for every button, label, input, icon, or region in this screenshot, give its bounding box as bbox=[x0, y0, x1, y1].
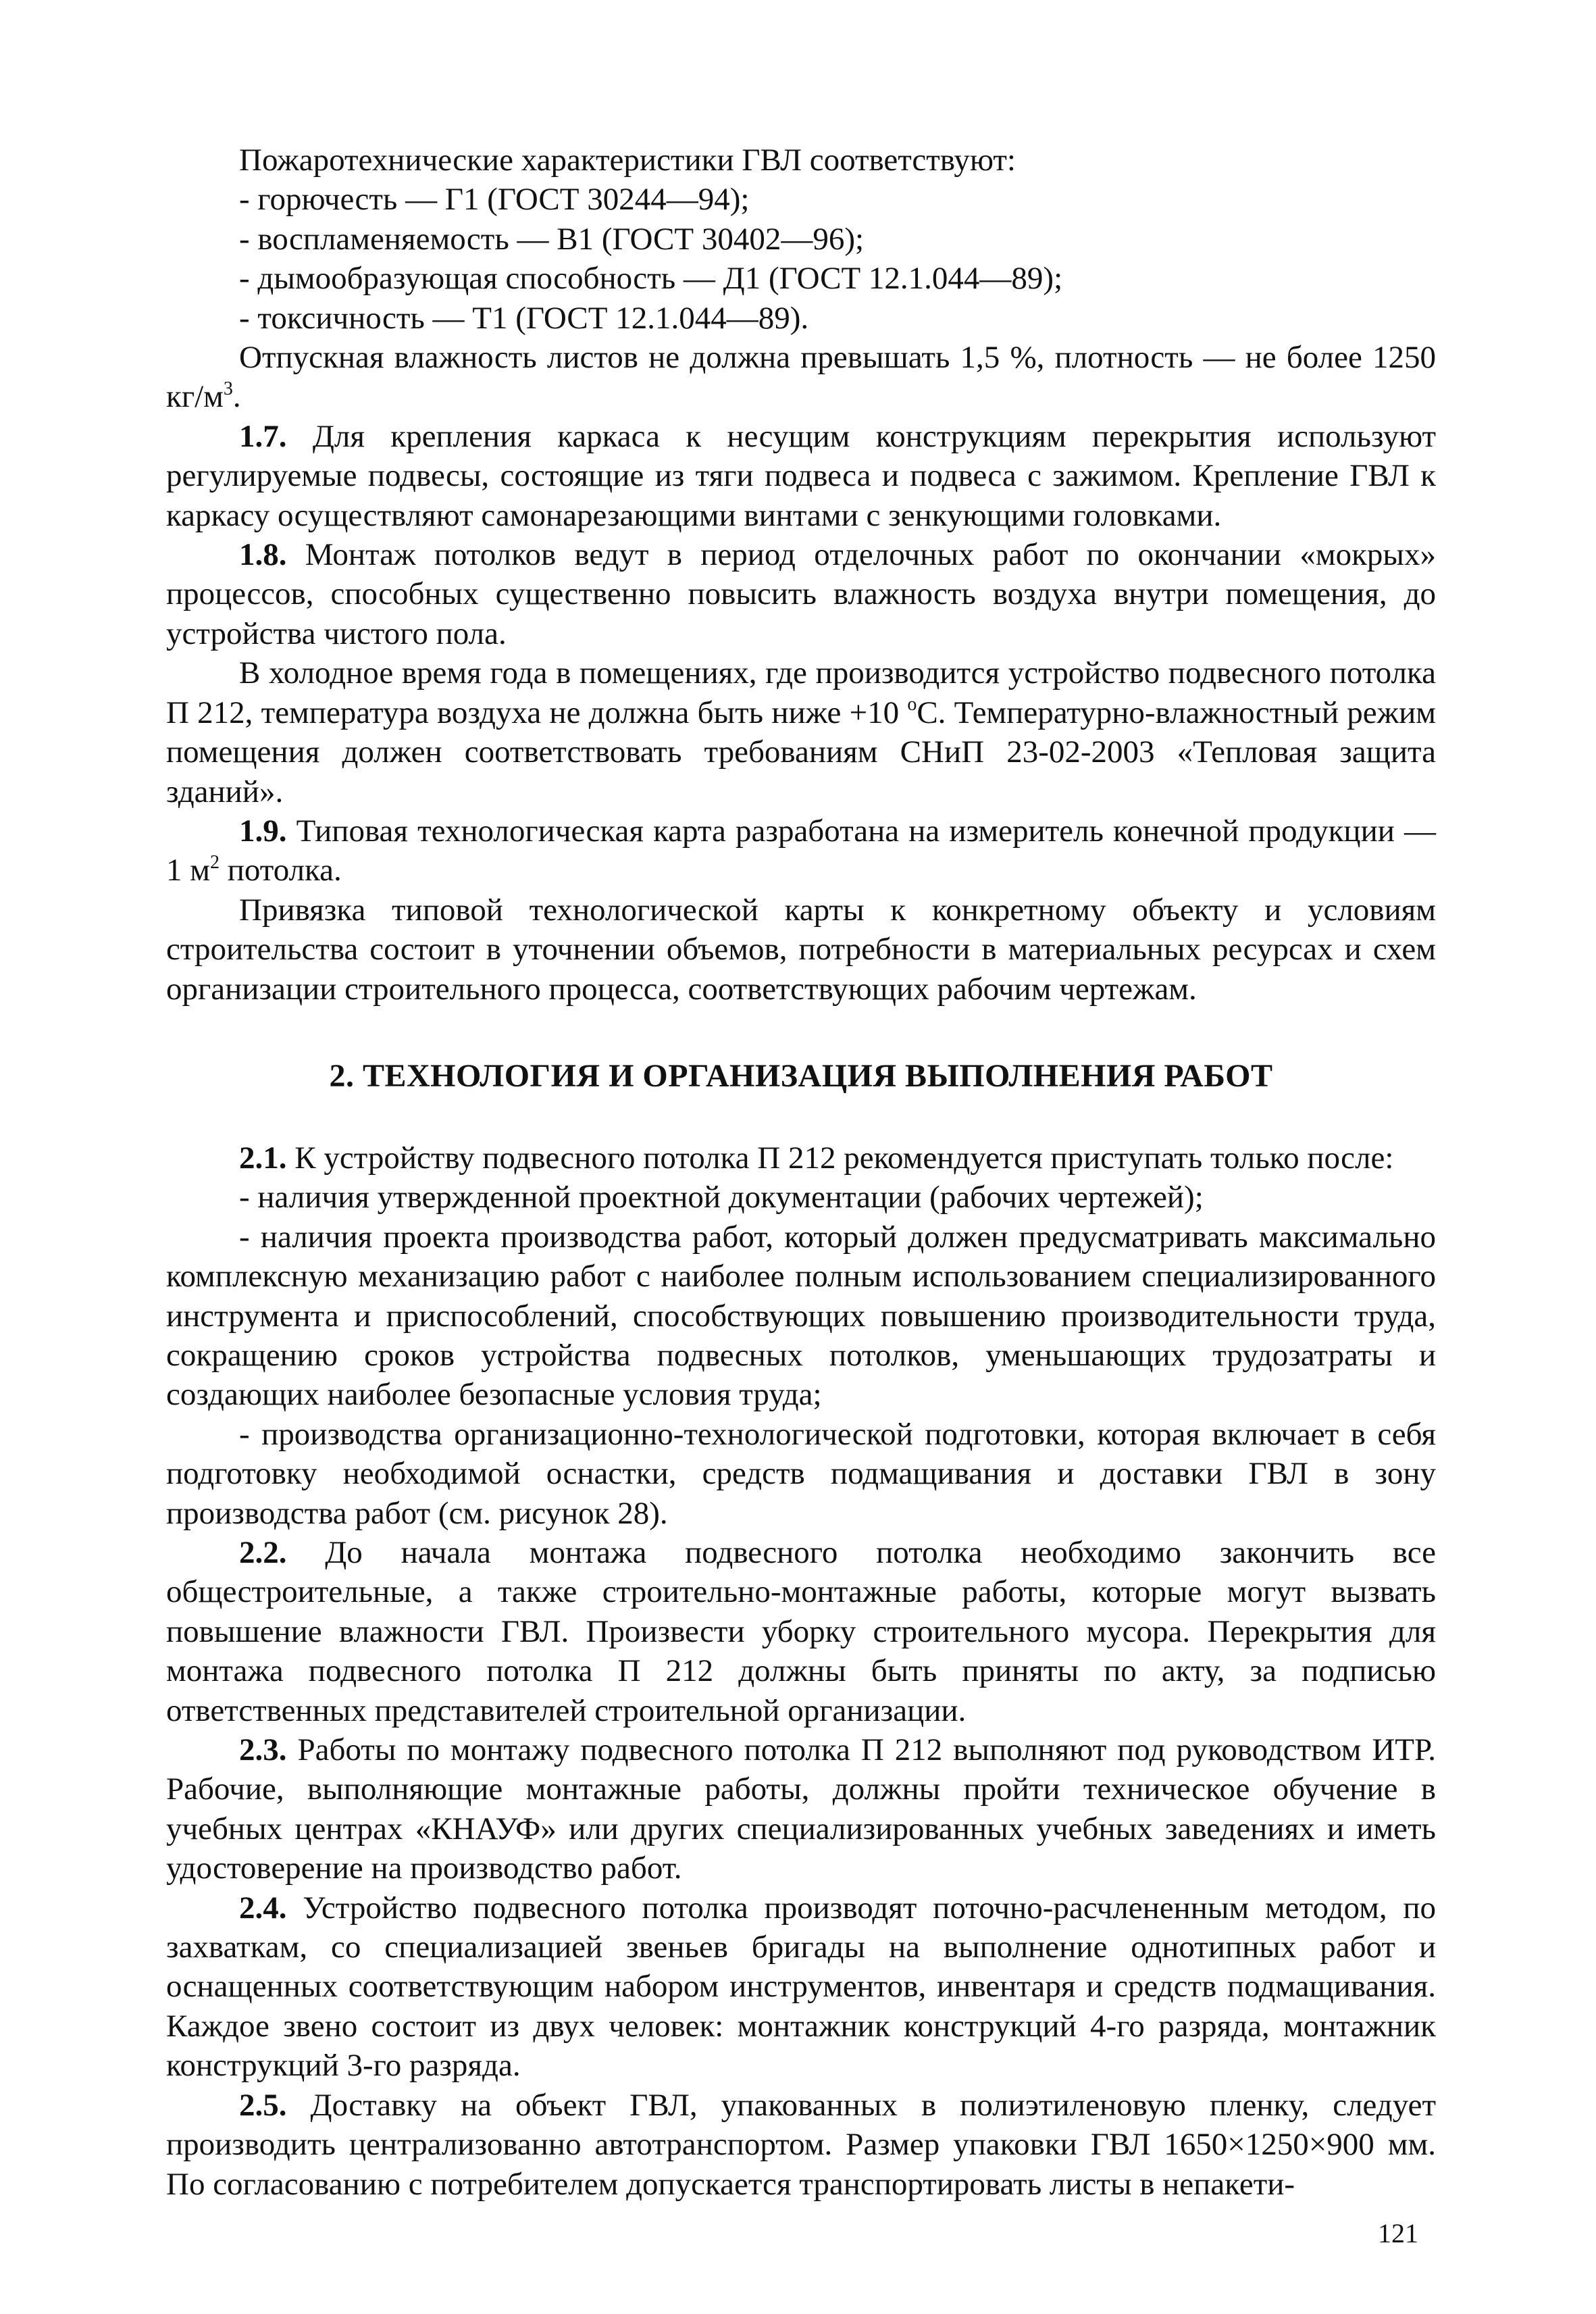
clause-text: Для крепления каркаса к несущим конструкциям перекрытия используют регулируемые подвесы, состоящие из тяги подвеса и подвеса с зажимом. Крепление ГВЛ к каркасу осуществляют самонарезающими винтами с зенкующими головками. bbox=[166, 418, 1436, 533]
fire-spec-item: - дымообразующая способность — Д1 (ГОСТ 12.1.044—89); bbox=[239, 261, 1063, 297]
superscript: 3 bbox=[223, 378, 233, 399]
fire-specs-lead: Пожаротехнические характеристики ГВЛ соответствуют: bbox=[239, 143, 1016, 178]
paragraph-2-3 bbox=[166, 1730, 1436, 1888]
precondition-item: - наличия проекта производства работ, который должен предусматривать максимально комплексную механизацию работ с наиболее полным использованием специализированного инструмента и приспособлений, способствующих повышению производительности труда, сокращению сроков устройства подвесных потолков, уменьшающих трудозатраты и создающих наиболее безопасные условия труда; bbox=[166, 1219, 1436, 1413]
paragraph-2-5 bbox=[166, 2086, 1436, 2204]
binding-paragraph: Привязка типовой технологической карты к конкретному объекту и условиям строительства состоит в уточнении объемов, потребности в материальных ресурсах и схем организации строительного процесса, соответствующих рабочим чертежам. bbox=[166, 892, 1436, 1007]
clause-text: К устройству подвесного потолка П 212 рекомендуется приступать только после: bbox=[286, 1140, 1394, 1176]
clause-number: 2.2. bbox=[239, 1535, 287, 1570]
fire-spec-item: - воспламеняемость — В1 (ГОСТ 30402—96); bbox=[239, 221, 865, 257]
paragraph-1-7 bbox=[166, 417, 1436, 535]
humidity-paragraph bbox=[166, 338, 1436, 417]
clause-number: 2.3. bbox=[239, 1732, 287, 1768]
degree-sign: o bbox=[907, 694, 917, 715]
clause-text: До начала монтажа подвесного потолка необходимо закончить все общестроительные, а также строительно-монтажные работы, которые могут вызвать повышение влажности ГВЛ. Произвести уборку строительного мусора. Перекрытия для монтажа подвесного потолка П 212 должны быть приняты по акту, за подписью ответственных представителей строительной организации. bbox=[166, 1535, 1436, 1728]
cold-text-end: С. Температурно-влажностный режим помещения должен соответствовать требованиям СНиП 23-02-2003 «Тепловая защита зданий». bbox=[166, 695, 1436, 809]
superscript: 2 bbox=[210, 851, 220, 873]
page-number: 121 bbox=[1378, 2218, 1418, 2248]
precondition-item: - наличия утвержденной проектной документации (рабочих чертежей); bbox=[239, 1180, 1204, 1215]
humidity-text: Отпускная влажность листов не должна превышать 1,5 %, плотность — не более 1250 кг/м bbox=[166, 340, 1436, 415]
humidity-end: . bbox=[232, 379, 241, 415]
clause-text: Монтаж потолков ведут в период отделочных работ по окончании «мокрых» процессов, способных существенно повысить влажность воздуха внутри помещения, до устройства чистого пола. bbox=[166, 537, 1436, 651]
clause-number: 2.1. bbox=[239, 1140, 287, 1176]
clause-number: 2.4. bbox=[239, 1890, 287, 1926]
clause-text-end: потолка. bbox=[220, 853, 342, 888]
paragraph-2-2 bbox=[166, 1533, 1436, 1730]
cold-season-paragraph bbox=[166, 653, 1436, 811]
clause-number: 1.9. bbox=[239, 813, 287, 849]
clause-text: Устройство подвесного потолка производят поточно-расчлененным методом, по захваткам, со специализацией звеньев бригады на выполнение однотипных работ и оснащенных соответствующим набором инструментов, инвентаря и средств подмащивания. Каждое звено состоит из двух человек: монтажник конструкций 4-го разряда, монтажник конструкций 3-го разряда. bbox=[166, 1890, 1436, 2084]
clause-number: 1.8. bbox=[239, 537, 287, 573]
paragraph-2-1 bbox=[166, 1138, 1436, 1178]
paragraph-1-8 bbox=[166, 535, 1436, 653]
clause-number: 2.5. bbox=[239, 2087, 287, 2123]
clause-text: Типовая технологическая карта разработана на измеритель конечной продукции — 1 м bbox=[166, 813, 1436, 888]
clause-text: Работы по монтажу подвесного потолка П 212 выполняют под руководством ИТР. Рабочие, выполняющие монтажные работы, должны пройти техническое обучение в учебных центрах «КНАУФ» или других специализированных учебных заведениях и иметь удостоверение на производство работ. bbox=[166, 1732, 1436, 1886]
fire-spec-item: - горючесть — Г1 (ГОСТ 30244—94); bbox=[239, 182, 750, 218]
page-body bbox=[166, 141, 1436, 2204]
clause-number: 1.7. bbox=[239, 418, 287, 454]
section-heading: 2. ТЕХНОЛОГИЯ И ОРГАНИЗАЦИЯ ВЫПОЛНЕНИЯ РАБОТ bbox=[329, 1057, 1273, 1094]
paragraph-1-9 bbox=[166, 811, 1436, 890]
clause-text: Доставку на объект ГВЛ, упакованных в полиэтиленовую пленку, следует производить централизованно автотранспортом. Размер упаковки ГВЛ 1650×1250×900 мм. По согласованию с потребителем допускается транспортировать листы в непакети- bbox=[166, 2087, 1436, 2202]
paragraph-2-4 bbox=[166, 1888, 1436, 2086]
precondition-item: - производства организационно-технологической подготовки, которая включает в себя подготовку необходимой оснастки, средств подмащивания и доставки ГВЛ в зону производства работ (см. рисунок 28). bbox=[166, 1416, 1436, 1531]
cold-text: В холодное время года в помещениях, где производится устройство подвесного потолка П 212, температура воздуха не должна быть ниже +10 bbox=[166, 655, 1436, 730]
fire-spec-item: - токсичность — Т1 (ГОСТ 12.1.044—89). bbox=[239, 300, 809, 336]
